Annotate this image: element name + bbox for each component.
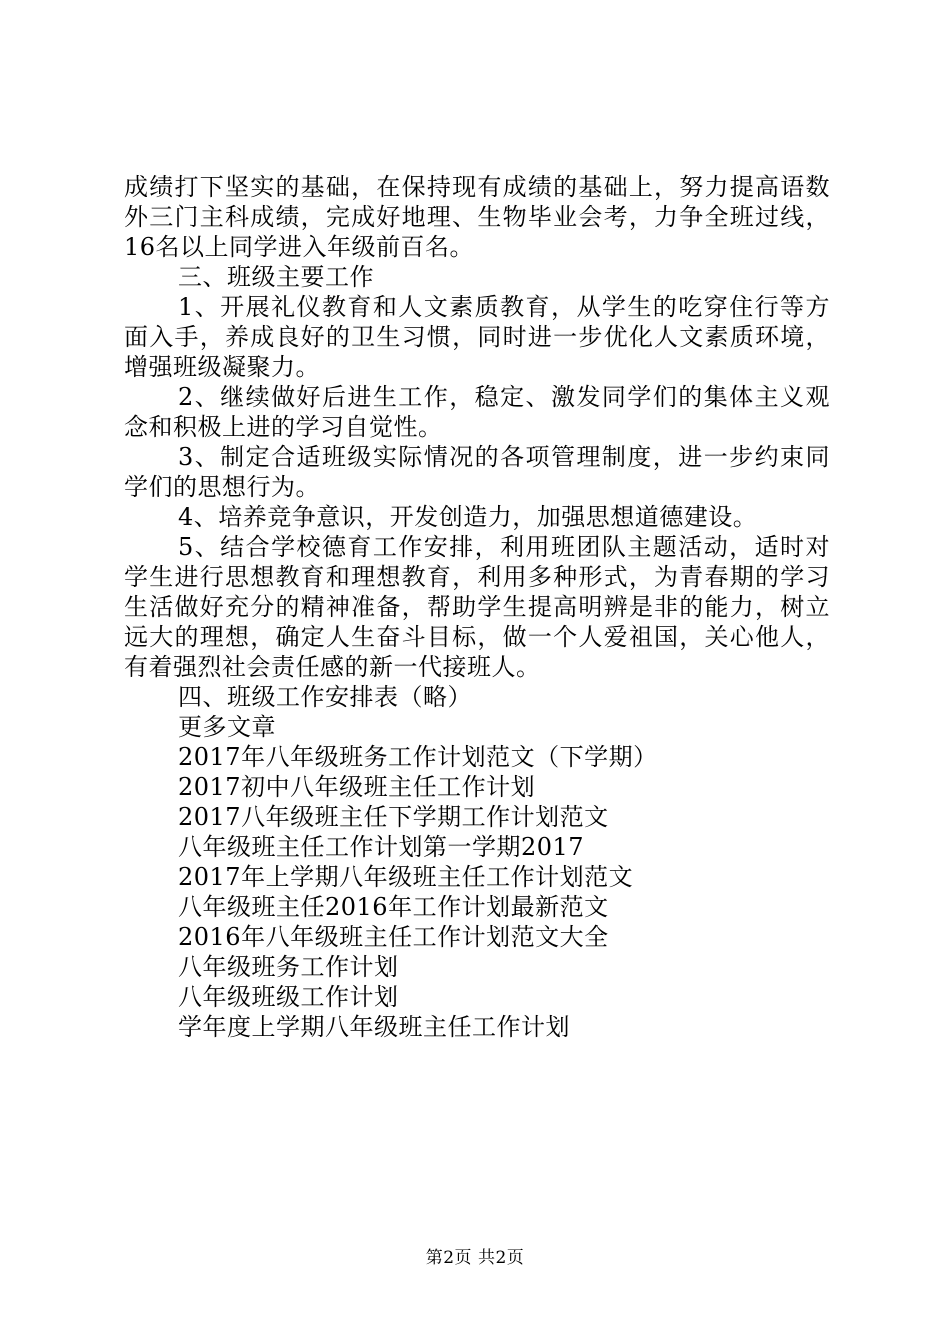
more-article-link[interactable]: 2017年上学期八年级班主任工作计划范文: [178, 863, 634, 891]
more-article-link[interactable]: 八年级班务工作计划: [178, 953, 399, 981]
more-article-link[interactable]: 2017年八年级班务工作计划范文（下学期）: [178, 743, 658, 771]
paragraph: 1、开展礼仪教育和人文素质教育，从学生的吃穿住行等方面入手，养成良好的卫生习惯，同时进一步优化人文素质环境，增强班级凝聚力。: [124, 293, 830, 381]
paragraph: 3、制定合适班级实际情况的各项管理制度，进一步约束同学们的思想行为。: [124, 443, 830, 501]
paragraph-list: [124, 172, 830, 712]
paragraph: 2、继续做好后进生工作，稳定、激发同学们的集体主义观念和积极上进的学习自觉性。: [124, 383, 830, 441]
more-article-link[interactable]: 2016年八年级班主任工作计划范文大全: [178, 923, 609, 951]
more-articles-list: [124, 742, 830, 1042]
paragraph: 4、培养竞争意识，开发创造力，加强思想道德建设。: [178, 503, 758, 531]
paragraph: 四、班级工作安排表（略）: [178, 683, 472, 711]
more-articles-heading: 更多文章: [178, 713, 276, 741]
more-article-link[interactable]: 八年级班级工作计划: [178, 983, 399, 1011]
paragraph: 5、结合学校德育工作安排，利用班团队主题活动，适时对学生进行思想教育和理想教育，利用多种形式，为青春期的学习生活做好充分的精神准备，帮助学生提高明辨是非的能力，树立远大的理想，确定人生奋斗目标，做一个人爱祖国，关心他人，有着强烈社会责任感的新一代接班人。: [124, 533, 830, 681]
more-article-link[interactable]: 2017八年级班主任下学期工作计划范文: [178, 803, 609, 831]
document-body: [124, 172, 830, 1042]
page-footer: 第2页 共2页: [425, 1248, 525, 1268]
paragraph: 成绩打下坚实的基础，在保持现有成绩的基础上，努力提高语数外三门主科成绩，完成好地理、生物毕业会考，力争全班过线，16名以上同学进入年级前百名。: [124, 173, 830, 261]
more-article-link[interactable]: 八年级班主任2016年工作计划最新范文: [178, 893, 609, 921]
more-article-link[interactable]: 学年度上学期八年级班主任工作计划: [178, 1013, 570, 1041]
more-article-link[interactable]: 八年级班主任工作计划第一学期2017: [178, 833, 585, 861]
paragraph: 三、班级主要工作: [178, 263, 374, 291]
more-article-link[interactable]: 2017初中八年级班主任工作计划: [178, 773, 536, 801]
